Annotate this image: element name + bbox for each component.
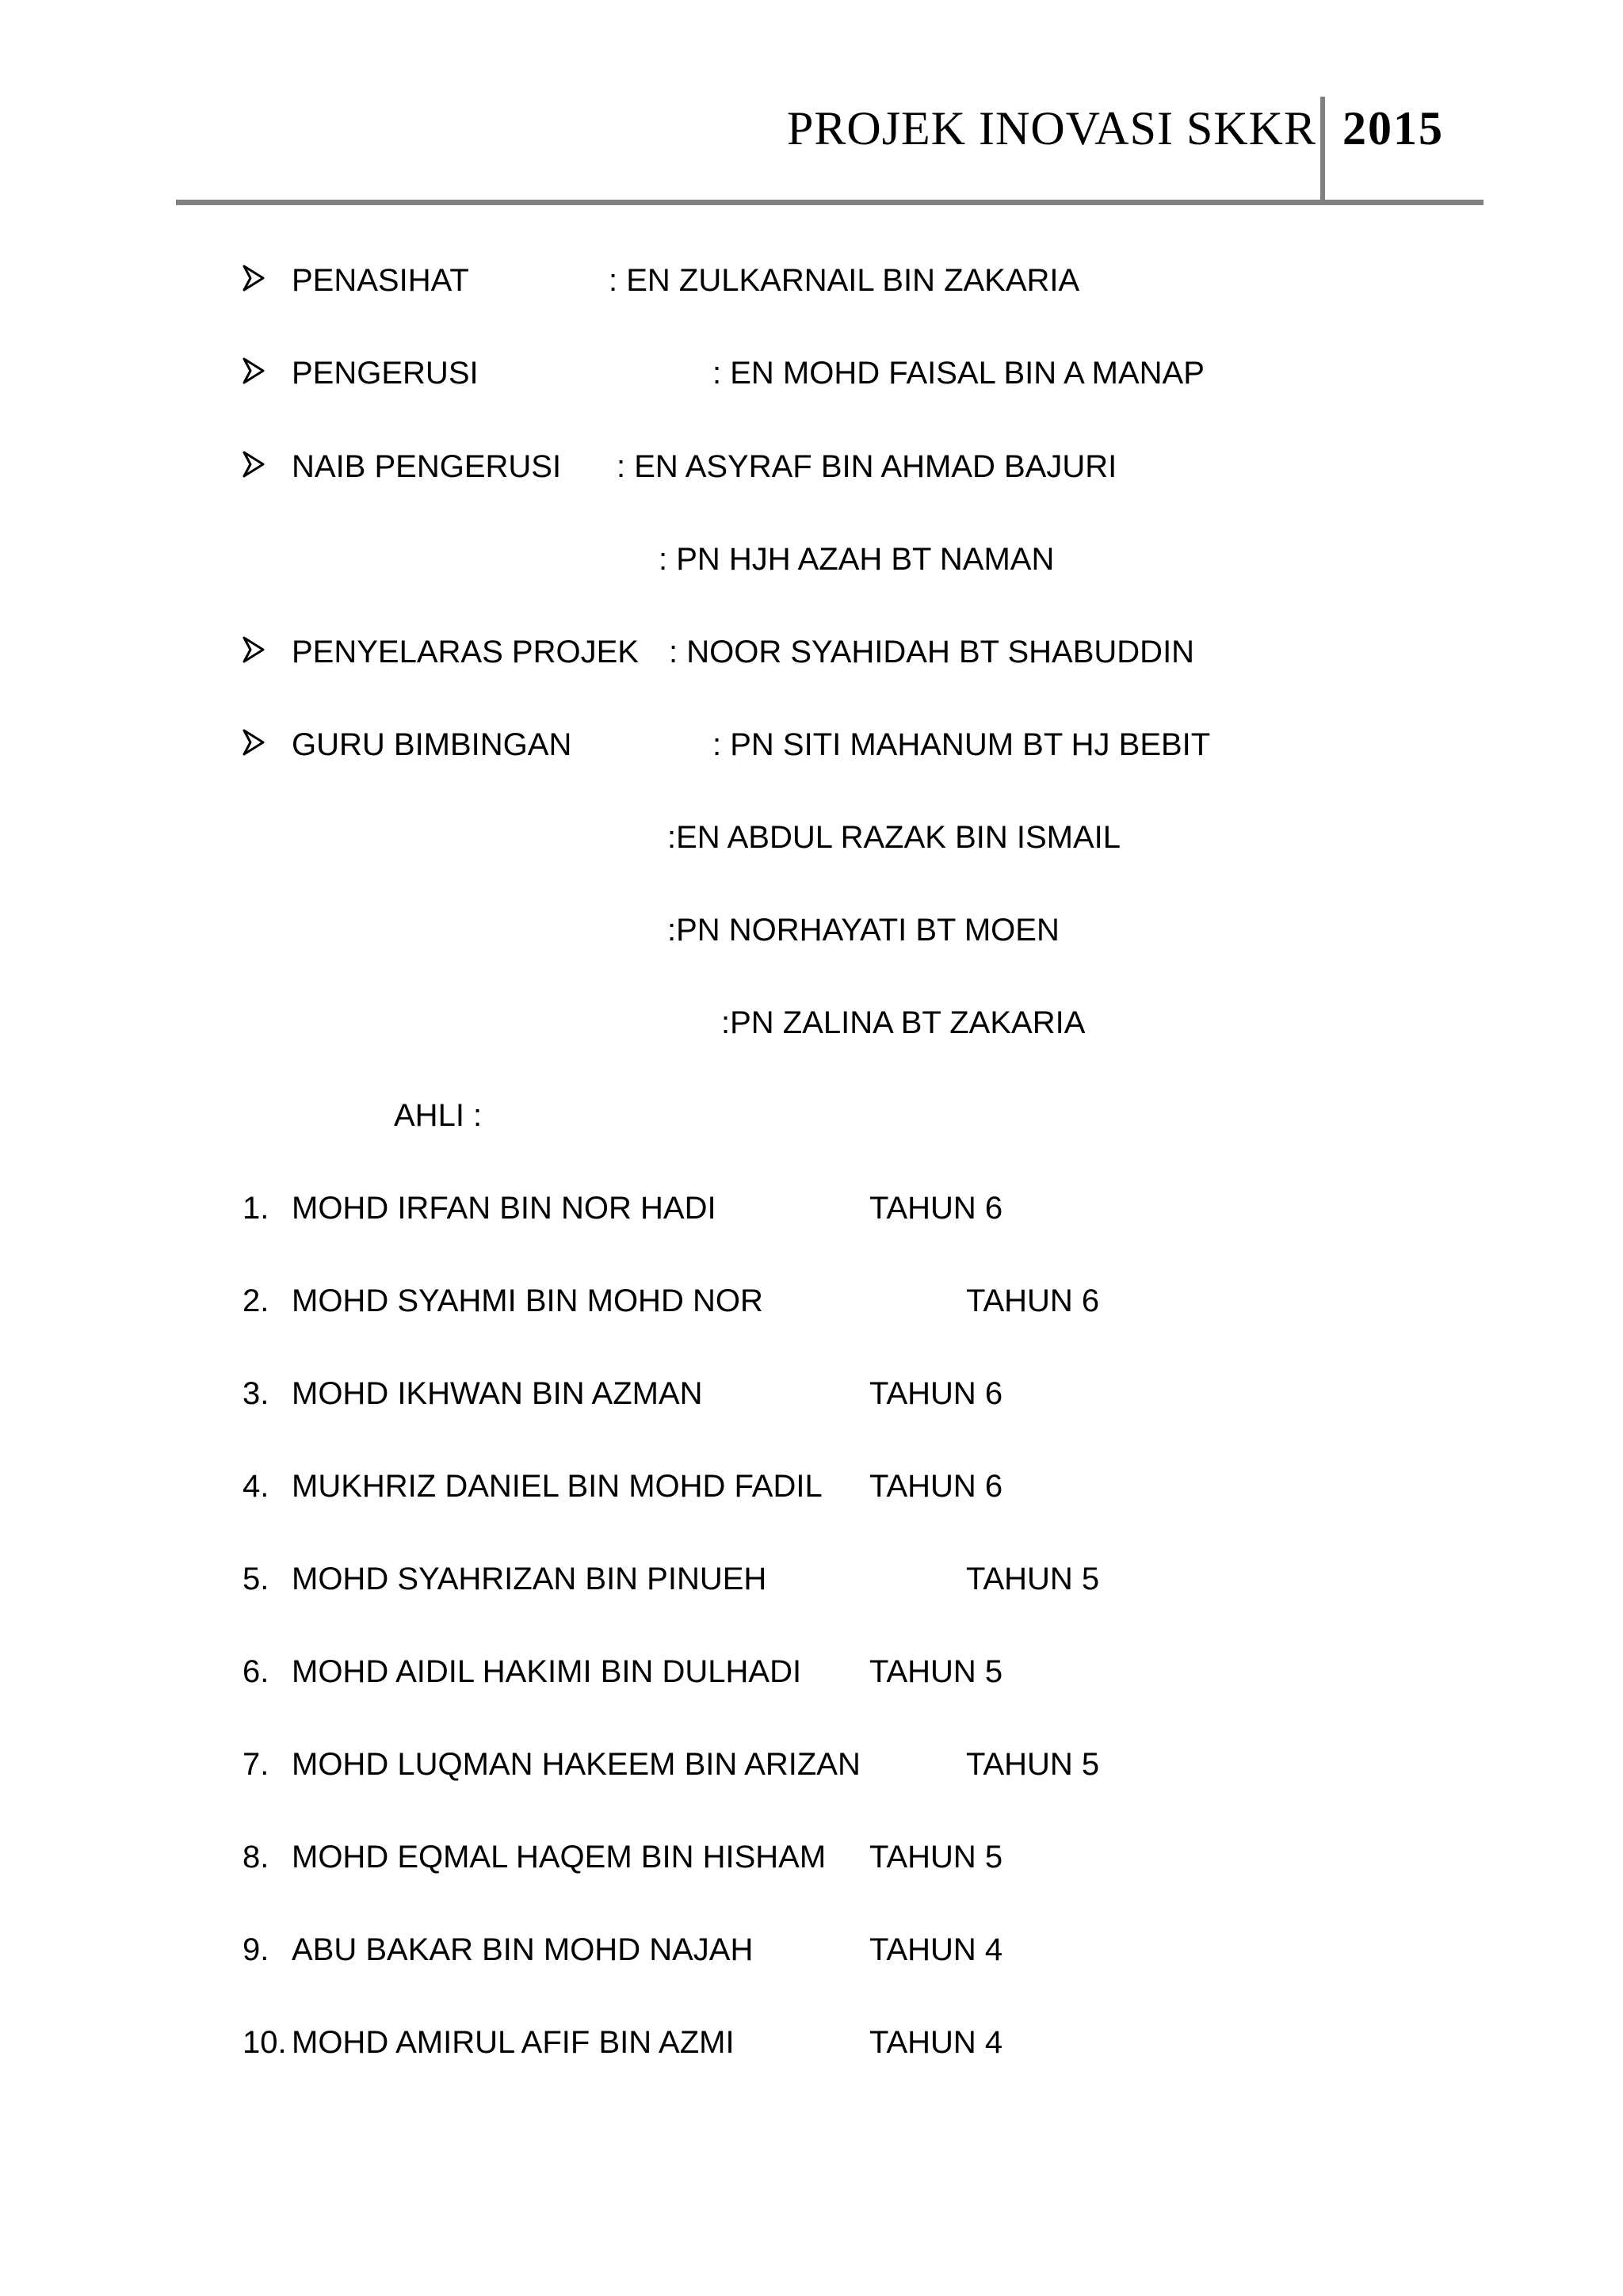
committee-member-name: : NOOR SYAHIDAH BT SHABUDDIN [669,635,1195,669]
page-header-title: PROJEK INOVASI SKKR [786,102,1316,154]
member-name: MOHD EQMAL HAQEM BIN HISHAM [292,1840,827,1875]
member-grade: TAHUN 5 [966,1562,1100,1596]
committee-role: PENGERUSI [292,356,479,391]
list-item-number: 9. [242,1932,269,1967]
header-divider-vertical [1320,97,1325,201]
committee-member-name: : EN MOHD FAISAL BIN A MANAP [712,356,1205,391]
committee-member-name: : PN SITI MAHANUM BT HJ BEBIT [712,727,1211,762]
member-name: MOHD SYAHRIZAN BIN PINUEH [292,1562,767,1596]
member-grade: TAHUN 6 [869,1469,1003,1504]
committee-member-name: :PN ZALINA BT ZAKARIA [721,1005,1086,1040]
member-name: MOHD IKHWAN BIN AZMAN [292,1376,703,1411]
member-name: MOHD AMIRUL AFIF BIN AZMI [292,2025,735,2060]
member-name: MOHD SYAHMI BIN MOHD NOR [292,1283,763,1318]
member-name: MOHD AIDIL HAKIMI BIN DULHADI [292,1654,802,1689]
member-grade: TAHUN 4 [869,2025,1003,2060]
member-name: MOHD IRFAN BIN NOR HADI [292,1191,716,1226]
member-grade: TAHUN 6 [966,1283,1100,1318]
list-item-number: 7. [242,1747,269,1782]
committee-member-name: : EN ASYRAF BIN AHMAD BAJURI [617,449,1117,484]
committee-member-name: : PN HJH AZAH BT NAMAN [659,542,1055,577]
list-item-number: 6. [242,1654,269,1689]
arrow-bullet-icon [242,636,265,669]
list-item-number: 2. [242,1283,269,1318]
committee-role: GURU BIMBINGAN [292,727,572,762]
arrow-bullet-icon [242,265,265,297]
member-grade: TAHUN 5 [869,1654,1003,1689]
arrow-bullet-icon [242,357,265,390]
arrow-bullet-icon [242,451,265,483]
committee-role: PENYELARAS PROJEK [292,635,639,669]
list-item-number: 3. [242,1376,269,1411]
list-item-number: 10. [242,2025,287,2060]
list-item-number: 1. [242,1191,269,1226]
committee-member-name: :EN ABDUL RAZAK BIN ISMAIL [667,820,1121,855]
committee-member-name: : EN ZULKARNAIL BIN ZAKARIA [609,263,1080,298]
member-grade: TAHUN 4 [869,1932,1003,1967]
member-grade: TAHUN 6 [869,1191,1003,1226]
header-divider-horizontal [176,200,1484,205]
member-name: ABU BAKAR BIN MOHD NAJAH [292,1932,754,1967]
committee-member-name: :PN NORHAYATI BT MOEN [667,913,1060,948]
arrow-bullet-icon [242,729,265,761]
member-name: MOHD LUQMAN HAKEEM BIN ARIZAN [292,1747,861,1782]
member-grade: TAHUN 6 [869,1376,1003,1411]
page-header-year: 2015 [1342,102,1444,154]
list-item-number: 5. [242,1562,269,1596]
committee-role: NAIB PENGERUSI [292,449,562,484]
member-name: MUKHRIZ DANIEL BIN MOHD FADIL [292,1469,823,1504]
list-item-number: 8. [242,1840,269,1875]
member-grade: TAHUN 5 [966,1747,1100,1782]
member-grade: TAHUN 5 [869,1840,1003,1875]
members-heading: AHLI : [394,1098,483,1133]
list-item-number: 4. [242,1469,269,1504]
committee-role: PENASIHAT [292,263,469,298]
